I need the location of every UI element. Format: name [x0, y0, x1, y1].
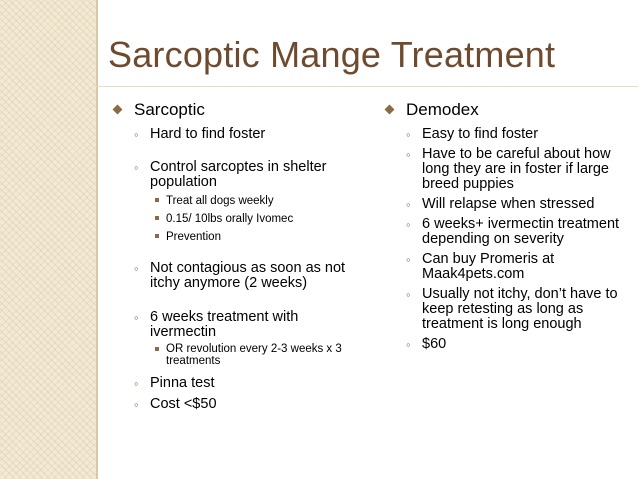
ring-bullet-icon: ◦ — [406, 127, 411, 142]
ring-bullet-icon: ◦ — [134, 261, 139, 276]
list-item: ◦ 6 weeks+ ivermectin treatment depending on severity — [406, 216, 620, 247]
list-item: ◦ Cost <$50 — [134, 396, 217, 412]
sub-list-item: OR revolution every 2-3 weeks x 3 treatments — [112, 343, 362, 367]
sub-list-item: Prevention — [112, 230, 362, 244]
ring-bullet-icon: ◦ — [134, 310, 139, 325]
list-item: ◦ Usually not itchy, don’t have to keep retesting as long as treatment is long enough — [406, 286, 618, 332]
diamond-bullet-icon — [113, 105, 123, 115]
list-item: ◦ Pinna test — [134, 375, 215, 391]
sub-list-item: 0.15/ 10lbs orally Ivomec — [112, 212, 362, 226]
list-item: ◦ Have to be careful about how long they are in foster if large breed puppies — [406, 146, 611, 192]
sub-list-item: Treat all dogs weekly — [112, 194, 362, 208]
right-column — [384, 100, 630, 352]
square-bullet-icon — [155, 347, 159, 351]
side-divider — [96, 0, 98, 479]
diamond-bullet-icon — [385, 105, 395, 115]
left-heading-item — [112, 100, 362, 120]
right-heading-item — [384, 100, 630, 120]
list-item: ◦ Easy to find foster — [406, 126, 539, 142]
ring-bullet-icon: ◦ — [406, 252, 411, 267]
slide-title: Sarcoptic Mange Treatment — [108, 34, 556, 75]
square-bullet-icon — [155, 198, 159, 202]
ring-bullet-icon: ◦ — [134, 127, 139, 142]
list-item: ◦ Not contagious as soon as not itchy anymore (2 weeks) — [134, 260, 346, 291]
square-bullet-icon — [155, 234, 159, 238]
decorative-side-band — [0, 0, 96, 479]
ring-bullet-icon: ◦ — [406, 337, 411, 352]
ring-bullet-icon: ◦ — [406, 287, 411, 302]
square-bullet-icon — [155, 216, 159, 220]
ring-bullet-icon: ◦ — [406, 147, 411, 162]
ring-bullet-icon: ◦ — [134, 376, 139, 391]
list-item: ◦ 6 weeks treatment with ivermectin — [134, 309, 299, 340]
left-heading: Sarcoptic — [134, 100, 205, 119]
list-item: ◦ Hard to find foster — [134, 126, 266, 142]
right-heading: Demodex — [406, 100, 479, 119]
title-divider — [96, 86, 638, 87]
list-item: ◦ Can buy Promeris at Maak4pets.com — [406, 251, 555, 282]
list-item: ◦ Control sarcoptes in shelter population — [134, 159, 327, 190]
ring-bullet-icon: ◦ — [406, 217, 411, 232]
ring-bullet-icon: ◦ — [134, 160, 139, 175]
left-column — [112, 100, 362, 412]
ring-bullet-icon: ◦ — [406, 197, 411, 212]
ring-bullet-icon: ◦ — [134, 397, 139, 412]
list-item: ◦ $60 — [406, 336, 447, 352]
list-item: ◦ Will relapse when stressed — [406, 196, 595, 212]
